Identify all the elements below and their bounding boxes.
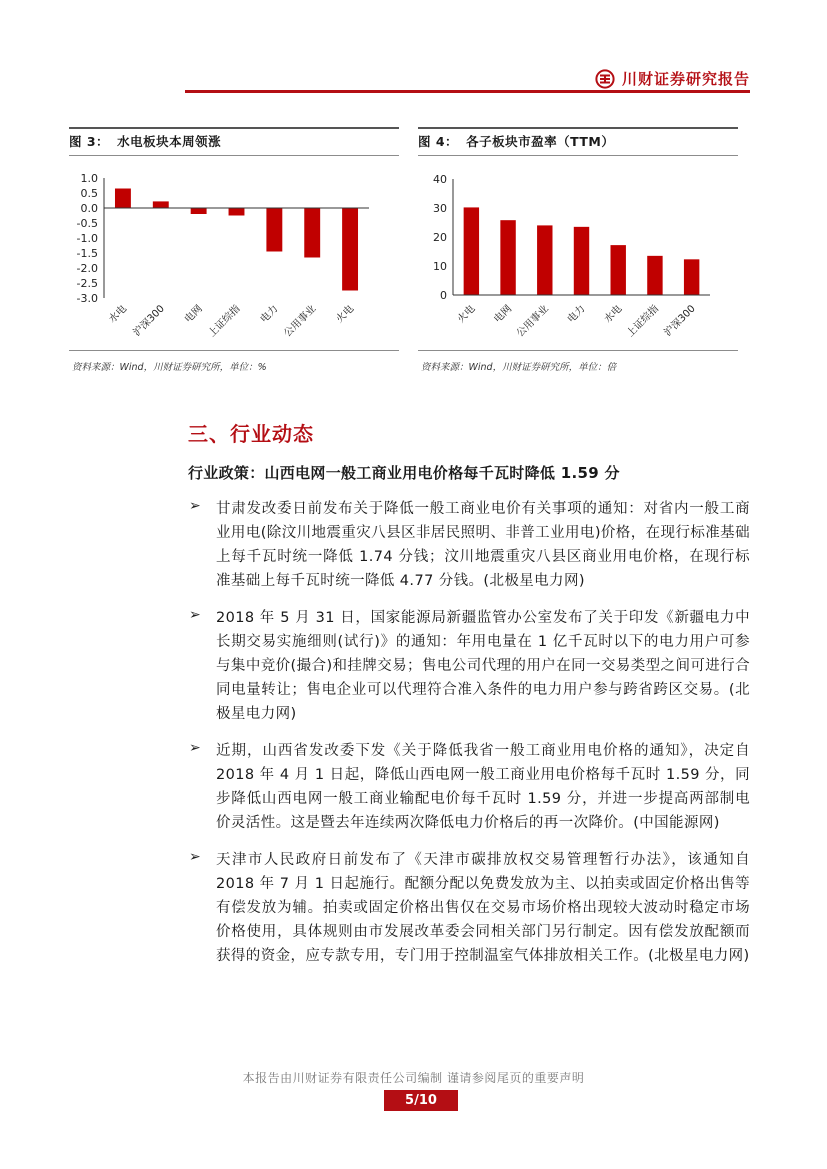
- x-tick-label: 水电: [602, 303, 625, 326]
- bar-水电: [611, 245, 626, 295]
- bar-电力: [574, 227, 589, 295]
- x-tick-label: 火电: [334, 303, 357, 326]
- list-item-text: 2018 年 5 月 31 日，国家能源局新疆监管办公室发布了关于印发《新疆电力中长期交易实施细则(试行)》的通知：年用电量在 1 亿千瓦时以下的电力用户可参与集中竞价(撮合)和挂牌交易；售电公司代理的用户在同一交易类型之间可进行合同电量转让；售电企业可以代理符合准入条件的电力用户参与跨省跨区交易。(北极星电力网): [216, 610, 750, 722]
- x-tick-label: 电力: [258, 303, 281, 326]
- y-tick-label: -3.0: [76, 292, 98, 305]
- x-tick-label: 电网: [182, 303, 205, 326]
- y-tick-label: 20: [433, 231, 447, 244]
- y-tick-label: -0.5: [76, 217, 98, 230]
- x-tick-label: 沪深300: [131, 303, 167, 339]
- header-brand: [595, 68, 750, 89]
- list-item: [188, 606, 750, 726]
- figure-3: [69, 127, 399, 352]
- company-logo-icon: [595, 69, 615, 89]
- bar-火电: [342, 208, 358, 291]
- y-tick-label: -1.0: [76, 232, 98, 245]
- bar-沪深300: [684, 259, 699, 295]
- section-heading: 三、行业动态: [188, 422, 314, 446]
- bar-上证综指: [229, 208, 245, 216]
- figure-4-source: 资料来源：Wind，川财证券研究所，单位：倍: [421, 362, 617, 373]
- list-item-text: 甘肃发改委日前发布关于降低一般工商业电价有关事项的通知：对省内一般工商业用电(除汶川地震重灾八县区非居民照明、非普工业用电)价格，在现行标准基础上每千瓦时统一降低 1.74 分钱；汶川地震重灾八县区商业用电价格，在现行标准基础上每千瓦时统一降低 4.77 分钱。(北极星电力网): [216, 501, 750, 589]
- list-item-text: 近期，山西省发改委下发《关于降低我省一般工商业用电价格的通知》，决定自 2018 年 4 月 1 日起，降低山西电网一般工商业用电价格每千瓦时 1.59 分，同步降低山西电网一般工商业输配电价每千瓦时 1.59 分，并进一步提高两部制电价灵活性。这是暨去年连续两次降低电力价格后的再一次降价。(中国能源网): [216, 743, 750, 831]
- y-tick-label: -2.5: [76, 277, 98, 290]
- bar-水电: [115, 189, 131, 209]
- y-tick-label: 0: [440, 289, 447, 302]
- bar-公用事业: [304, 208, 320, 258]
- footer-disclaimer: 本报告由川财证券有限责任公司编制 谨请参阅尾页的重要声明: [242, 1071, 585, 1085]
- bar-电网: [500, 220, 515, 295]
- x-tick-label: 公用事业: [282, 303, 319, 340]
- y-tick-label: -2.0: [76, 262, 98, 275]
- y-tick-label: 0.0: [80, 202, 98, 215]
- y-tick-label: 0.5: [80, 187, 98, 200]
- arrow-bullet-icon: ➢: [189, 607, 201, 623]
- y-tick-label: 40: [433, 173, 447, 186]
- bar-公用事业: [537, 225, 552, 295]
- arrow-bullet-icon: ➢: [189, 740, 201, 756]
- x-tick-label: 水电: [107, 303, 130, 326]
- x-tick-label: 电网: [492, 303, 515, 326]
- figure-4: [418, 127, 738, 352]
- bullet-list: [188, 497, 750, 981]
- x-tick-label: 沪深300: [662, 303, 698, 339]
- x-tick-label: 电力: [565, 303, 588, 326]
- figure-3-bar-chart: [69, 157, 399, 350]
- figure-3-bottom-rule: [69, 350, 399, 351]
- figure-4-bar-chart: [418, 157, 738, 350]
- bar-电网: [191, 208, 207, 214]
- bar-沪深300: [153, 201, 169, 208]
- bar-电力: [266, 208, 282, 252]
- figure-3-title-bar: [69, 127, 399, 156]
- bar-火电: [464, 207, 479, 295]
- arrow-bullet-icon: ➢: [189, 498, 201, 514]
- y-tick-label: -1.5: [76, 247, 98, 260]
- y-tick-label: 30: [433, 202, 447, 215]
- header-rule: [185, 90, 750, 93]
- page-header: [185, 62, 750, 98]
- figure-3-number: 图 3：: [69, 134, 110, 149]
- bar-上证综指: [647, 256, 662, 295]
- section-subheading: 行业政策：山西电网一般工商业用电价格每千瓦时降低 1.59 分: [188, 464, 620, 482]
- x-tick-label: 公用事业: [514, 303, 551, 340]
- figure-4-bottom-rule: [418, 350, 738, 351]
- figure-4-title: 各子板块市盈率（TTM）: [466, 134, 615, 149]
- figure-4-number: 图 4：: [418, 134, 459, 149]
- arrow-bullet-icon: ➢: [189, 849, 201, 865]
- x-tick-label: 火电: [455, 303, 478, 326]
- list-item: [188, 497, 750, 593]
- y-tick-label: 1.0: [80, 172, 98, 185]
- figure-4-title-bar: [418, 127, 738, 156]
- list-item: [188, 739, 750, 835]
- header-brand-text: 川财证券研究报告: [621, 70, 750, 88]
- list-item-text: 天津市人民政府日前发布了《天津市碳排放权交易管理暂行办法》，该通知自 2018 年 7 月 1 日起施行。配额分配以免费发放为主、以拍卖或固定价格出售等有偿发放为辅。拍卖或固定价格出售仅在交易市场价格出现较大波动时稳定市场价格使用，具体规则由市发展改革委会同相关部门另行制定。因有偿发放配额而获得的资金，应专款专用，专门用于控制温室气体排放相关工作。(北极星电力网): [216, 852, 750, 964]
- list-item: [188, 848, 750, 968]
- figure-3-source: 资料来源：Wind，川财证券研究所，单位：%: [72, 362, 267, 373]
- figure-3-title: 水电板块本周领涨: [117, 134, 222, 149]
- y-tick-label: 10: [433, 260, 447, 273]
- x-tick-label: 上证综指: [206, 303, 243, 340]
- page-number: 5/10: [384, 1090, 458, 1111]
- x-tick-label: 上证综指: [624, 303, 662, 340]
